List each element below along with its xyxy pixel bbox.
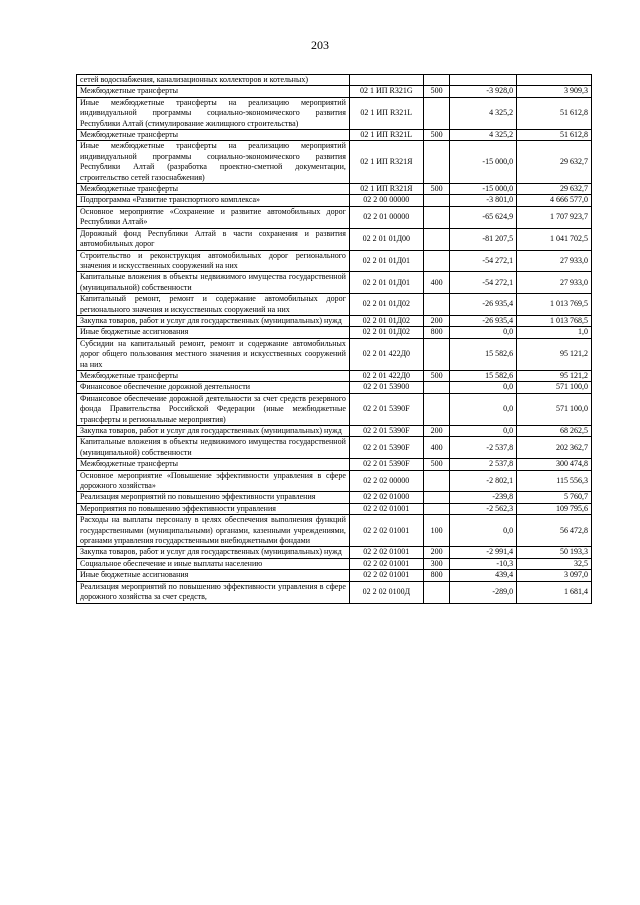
change-amount-cell: -15 000,0 <box>450 141 517 184</box>
table-row <box>77 195 592 206</box>
target-code-cell: 02 2 00 00000 <box>349 195 423 206</box>
change-amount-cell: -2 802,1 <box>450 470 517 492</box>
total-amount-cell: 1,0 <box>517 327 592 338</box>
expense-name-cell: Социальное обеспечение и иные выплаты населению <box>77 558 350 569</box>
table-row <box>77 97 592 129</box>
table-row <box>77 492 592 503</box>
target-code-cell: 02 2 01 01Д02 <box>349 294 423 316</box>
target-code-cell: 02 1 ИП R321Я <box>349 141 423 184</box>
expense-name-cell: Иные бюджетные ассигнования <box>77 570 350 581</box>
expense-type-cell <box>423 195 450 206</box>
change-amount-cell: -3 801,0 <box>450 195 517 206</box>
target-code-cell: 02 2 01 01Д01 <box>349 250 423 272</box>
expense-type-cell <box>423 141 450 184</box>
table-row <box>77 86 592 97</box>
total-amount-cell: 27 933,0 <box>517 272 592 294</box>
target-code-cell: 02 2 02 01001 <box>349 503 423 514</box>
target-code-cell: 02 2 02 01001 <box>349 570 423 581</box>
expense-type-cell: 100 <box>423 515 450 547</box>
table-row <box>77 382 592 393</box>
expense-type-cell <box>423 206 450 228</box>
total-amount-cell: 5 760,7 <box>517 492 592 503</box>
change-amount-cell: -26 935,4 <box>450 294 517 316</box>
table-row <box>77 515 592 547</box>
expense-name-cell: Межбюджетные трансферты <box>77 86 350 97</box>
expense-name-cell: Межбюджетные трансферты <box>77 130 350 141</box>
total-amount-cell: 1 013 769,5 <box>517 294 592 316</box>
expense-type-cell: 400 <box>423 437 450 459</box>
expense-name-cell: Иные межбюджетные трансферты на реализацию мероприятий индивидуальной программы социально-экономического развития Республики Алтай (стимулирование жилищного строительства) <box>77 97 350 129</box>
table-row <box>77 459 592 470</box>
total-amount-cell: 3 909,3 <box>517 86 592 97</box>
change-amount-cell: 4 325,2 <box>450 97 517 129</box>
expense-name-cell: Основное мероприятие «Сохранение и развитие автомобильных дорог Республики Алтай» <box>77 206 350 228</box>
change-amount-cell: -2 991,4 <box>450 547 517 558</box>
total-amount-cell: 95 121,2 <box>517 338 592 370</box>
expense-name-cell: Межбюджетные трансферты <box>77 184 350 195</box>
expense-type-cell: 500 <box>423 370 450 381</box>
target-code-cell: 02 2 01 01Д02 <box>349 327 423 338</box>
table-row <box>77 547 592 558</box>
change-amount-cell: -54 272,1 <box>450 250 517 272</box>
table-row <box>77 437 592 459</box>
expense-type-cell: 200 <box>423 315 450 326</box>
expense-type-cell <box>423 294 450 316</box>
total-amount-cell: 4 666 577,0 <box>517 195 592 206</box>
table-row <box>77 250 592 272</box>
change-amount-cell: 0,0 <box>450 393 517 425</box>
total-amount-cell: 51 612,8 <box>517 97 592 129</box>
table-row <box>77 426 592 437</box>
total-amount-cell: 1 681,4 <box>517 581 592 603</box>
table-row <box>77 570 592 581</box>
target-code-cell: 02 2 01 5390F <box>349 437 423 459</box>
expense-name-cell: Подпрограмма «Развитие транспортного комплекса» <box>77 195 350 206</box>
change-amount-cell: -15 000,0 <box>450 184 517 195</box>
change-amount-cell: 2 537,8 <box>450 459 517 470</box>
total-amount-cell: 68 262,5 <box>517 426 592 437</box>
table-row <box>77 272 592 294</box>
target-code-cell: 02 2 01 5390F <box>349 426 423 437</box>
total-amount-cell <box>517 75 592 86</box>
expense-type-cell <box>423 338 450 370</box>
expense-type-cell <box>423 75 450 86</box>
expense-name-cell: Субсидии на капитальный ремонт, ремонт и содержание автомобильных дорог общего пользования местного значения и искусственных сооружений на них <box>77 338 350 370</box>
expense-name-cell: Основное мероприятие «Повышение эффективности управления в сфере дорожного хозяйства» <box>77 470 350 492</box>
target-code-cell: 02 1 ИП R321L <box>349 130 423 141</box>
change-amount-cell <box>450 75 517 86</box>
table-row <box>77 470 592 492</box>
change-amount-cell: 0,0 <box>450 382 517 393</box>
target-code-cell: 02 2 01 422Д0 <box>349 338 423 370</box>
expense-type-cell: 500 <box>423 86 450 97</box>
target-code-cell: 02 1 ИП R321G <box>349 86 423 97</box>
target-code-cell: 02 2 02 01001 <box>349 515 423 547</box>
change-amount-cell: -81 207,5 <box>450 228 517 250</box>
expense-name-cell: Иные бюджетные ассигнования <box>77 327 350 338</box>
change-amount-cell: 0,0 <box>450 515 517 547</box>
table-row <box>77 294 592 316</box>
change-amount-cell: 15 582,6 <box>450 370 517 381</box>
change-amount-cell: -2 562,3 <box>450 503 517 514</box>
change-amount-cell: -54 272,1 <box>450 272 517 294</box>
total-amount-cell: 571 100,0 <box>517 382 592 393</box>
change-amount-cell: -10,3 <box>450 558 517 569</box>
total-amount-cell: 109 795,6 <box>517 503 592 514</box>
target-code-cell: 02 2 01 01Д01 <box>349 272 423 294</box>
target-code-cell: 02 2 01 00000 <box>349 206 423 228</box>
change-amount-cell: -2 537,8 <box>450 437 517 459</box>
expense-type-cell <box>423 470 450 492</box>
table-row <box>77 228 592 250</box>
table-row <box>77 206 592 228</box>
target-code-cell: 02 2 01 01Д00 <box>349 228 423 250</box>
total-amount-cell: 27 933,0 <box>517 250 592 272</box>
table-row <box>77 503 592 514</box>
expense-type-cell <box>423 503 450 514</box>
expense-name-cell: Расходы на выплаты персоналу в целях обеспечения выполнения функций государственными (муниципальными) органами, казенными учреждениями, органами управления государственными внебюджетными фондами <box>77 515 350 547</box>
change-amount-cell: -26 935,4 <box>450 315 517 326</box>
total-amount-cell: 1 707 923,7 <box>517 206 592 228</box>
budget-table <box>76 74 592 604</box>
total-amount-cell: 571 100,0 <box>517 393 592 425</box>
expense-name-cell: Иные межбюджетные трансферты на реализацию мероприятий индивидуальной программы социально-экономического развития Республики Алтай (разработка проектно-сметной документации, строительство сетей газоснабжения) <box>77 141 350 184</box>
table-row <box>77 130 592 141</box>
change-amount-cell: -3 928,0 <box>450 86 517 97</box>
change-amount-cell: 0,0 <box>450 426 517 437</box>
total-amount-cell: 202 362,7 <box>517 437 592 459</box>
table-row <box>77 370 592 381</box>
target-code-cell: 02 2 01 5390F <box>349 393 423 425</box>
expense-type-cell: 200 <box>423 426 450 437</box>
target-code-cell: 02 2 02 01000 <box>349 492 423 503</box>
target-code-cell: 02 2 01 422Д0 <box>349 370 423 381</box>
expense-name-cell: Строительство и реконструкция автомобильных дорог регионального значения и искусственных сооружений на них <box>77 250 350 272</box>
total-amount-cell: 95 121,2 <box>517 370 592 381</box>
total-amount-cell: 1 013 768,5 <box>517 315 592 326</box>
expense-name-cell: Финансовое обеспечение дорожной деятельности за счет средств резервного фонда Правительства Российской Федерации (иные межбюджетные трансферты и региональные мероприятия) <box>77 393 350 425</box>
expense-name-cell: Закупка товаров, работ и услуг для государственных (муниципальных) нужд <box>77 315 350 326</box>
expense-type-cell: 500 <box>423 184 450 195</box>
expense-name-cell: Реализация мероприятий по повышению эффективности управления <box>77 492 350 503</box>
expense-name-cell: Мероприятия по повышению эффективности управления <box>77 503 350 514</box>
target-code-cell <box>349 75 423 86</box>
expense-type-cell <box>423 581 450 603</box>
target-code-cell: 02 1 ИП R321L <box>349 97 423 129</box>
expense-type-cell: 200 <box>423 547 450 558</box>
expense-name-cell: Межбюджетные трансферты <box>77 459 350 470</box>
total-amount-cell: 29 632,7 <box>517 184 592 195</box>
table-row <box>77 558 592 569</box>
change-amount-cell: -65 624,9 <box>450 206 517 228</box>
expense-name-cell: Реализация мероприятий по повышению эффективности управления в сфере дорожного хозяйства за счет средств, <box>77 581 350 603</box>
expense-type-cell <box>423 492 450 503</box>
table-row <box>77 338 592 370</box>
expense-type-cell <box>423 250 450 272</box>
expense-type-cell <box>423 97 450 129</box>
expense-type-cell: 500 <box>423 459 450 470</box>
page-number: 203 <box>311 38 329 52</box>
change-amount-cell: 0,0 <box>450 327 517 338</box>
total-amount-cell: 300 474,8 <box>517 459 592 470</box>
target-code-cell: 02 2 02 00000 <box>349 470 423 492</box>
table-row <box>77 75 592 86</box>
target-code-cell: 02 2 01 53900 <box>349 382 423 393</box>
change-amount-cell: -239,8 <box>450 492 517 503</box>
table-row <box>77 141 592 184</box>
table-row <box>77 393 592 425</box>
total-amount-cell: 3 097,0 <box>517 570 592 581</box>
target-code-cell: 02 2 01 01Д02 <box>349 315 423 326</box>
expense-name-cell: Финансовое обеспечение дорожной деятельности <box>77 382 350 393</box>
table-row <box>77 315 592 326</box>
expense-type-cell <box>423 228 450 250</box>
total-amount-cell: 32,5 <box>517 558 592 569</box>
expense-name-cell: Капитальный ремонт, ремонт и содержание автомобильных дорог регионального значения и искусственных сооружений на них <box>77 294 350 316</box>
change-amount-cell: 439,4 <box>450 570 517 581</box>
change-amount-cell: 15 582,6 <box>450 338 517 370</box>
expense-type-cell: 300 <box>423 558 450 569</box>
expense-name-cell: Капитальные вложения в объекты недвижимого имущества государственной (муниципальной) собственности <box>77 272 350 294</box>
expense-name-cell: Закупка товаров, работ и услуг для государственных (муниципальных) нужд <box>77 426 350 437</box>
expense-type-cell: 400 <box>423 272 450 294</box>
expense-type-cell: 500 <box>423 130 450 141</box>
change-amount-cell: 4 325,2 <box>450 130 517 141</box>
total-amount-cell: 1 041 702,5 <box>517 228 592 250</box>
expense-type-cell: 800 <box>423 327 450 338</box>
change-amount-cell: -289,0 <box>450 581 517 603</box>
expense-name-cell: сетей водоснабжения, канализационных коллекторов и котельных) <box>77 75 350 86</box>
total-amount-cell: 29 632,7 <box>517 141 592 184</box>
total-amount-cell: 51 612,8 <box>517 130 592 141</box>
target-code-cell: 02 2 01 5390F <box>349 459 423 470</box>
target-code-cell: 02 2 02 0100Д <box>349 581 423 603</box>
target-code-cell: 02 1 ИП R321Я <box>349 184 423 195</box>
total-amount-cell: 56 472,8 <box>517 515 592 547</box>
expense-type-cell <box>423 382 450 393</box>
table-row <box>77 581 592 603</box>
target-code-cell: 02 2 02 01001 <box>349 558 423 569</box>
expense-name-cell: Дорожный фонд Республики Алтай в части сохранения и развития автомобильных дорог <box>77 228 350 250</box>
target-code-cell: 02 2 02 01001 <box>349 547 423 558</box>
table-row <box>77 327 592 338</box>
expense-type-cell <box>423 393 450 425</box>
expense-type-cell: 800 <box>423 570 450 581</box>
total-amount-cell: 115 556,3 <box>517 470 592 492</box>
expense-name-cell: Межбюджетные трансферты <box>77 370 350 381</box>
table-row <box>77 184 592 195</box>
total-amount-cell: 50 193,3 <box>517 547 592 558</box>
expense-name-cell: Закупка товаров, работ и услуг для государственных (муниципальных) нужд <box>77 547 350 558</box>
expense-name-cell: Капитальные вложения в объекты недвижимого имущества государственной (муниципальной) собственности <box>77 437 350 459</box>
